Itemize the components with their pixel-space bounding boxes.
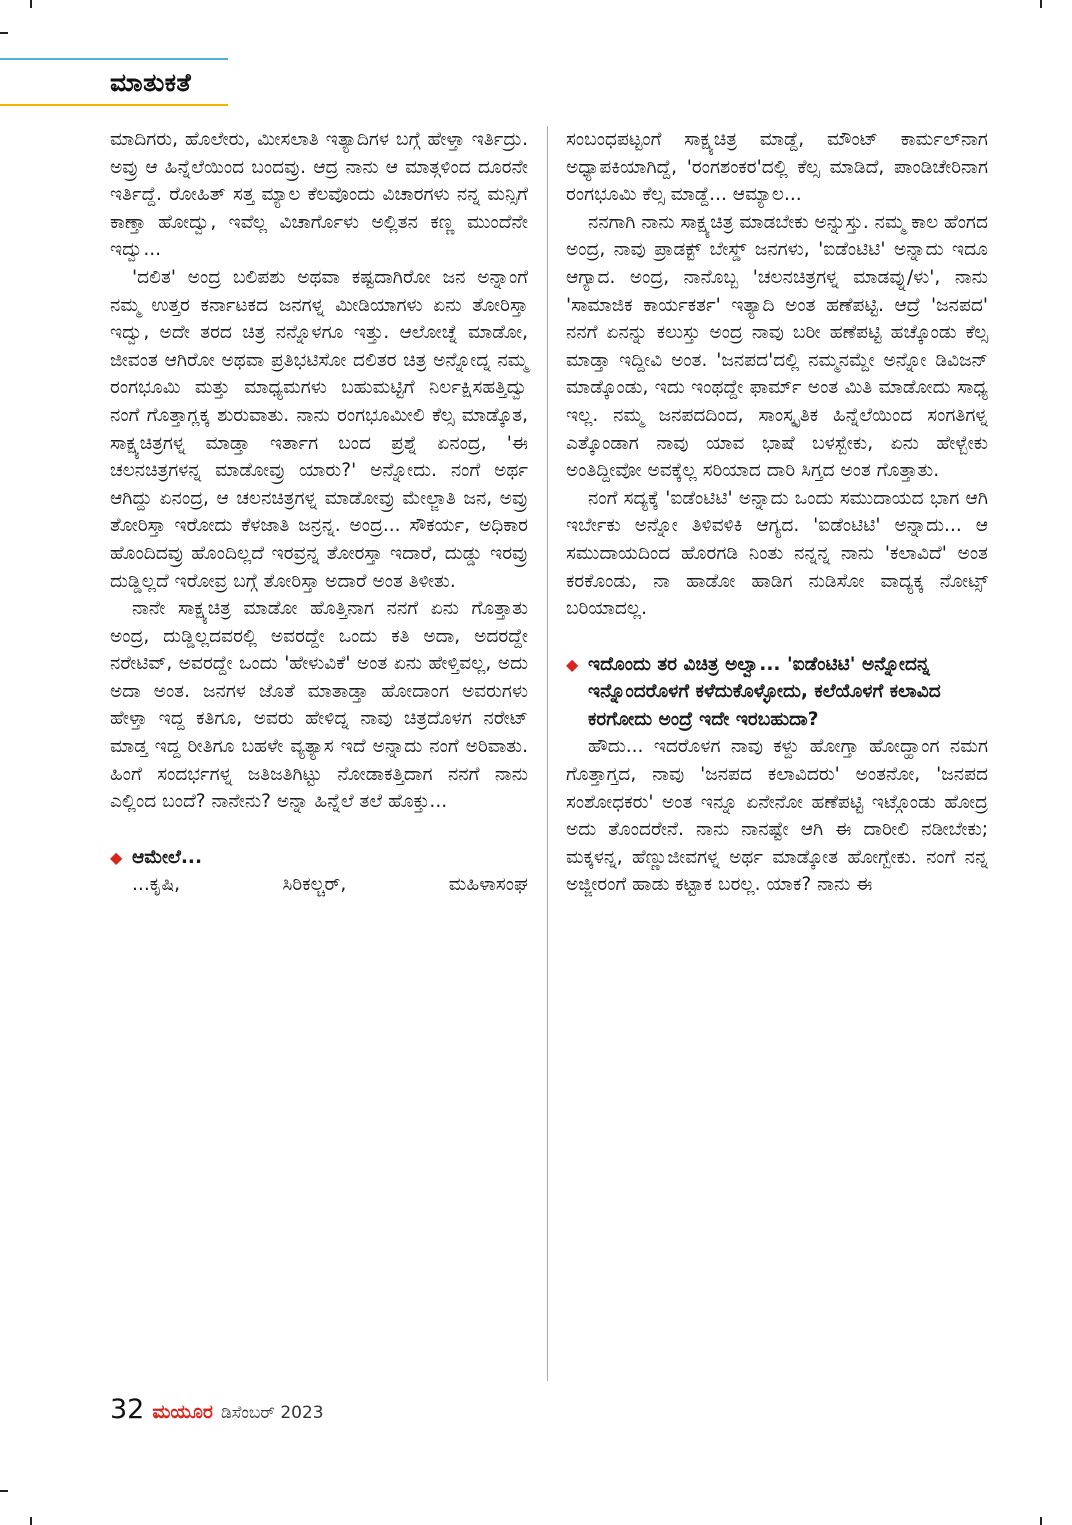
paragraph: 'ದಲಿತ' ಅಂದ್ರ ಬಲಿಪಶು ಅಥವಾ ಕಷ್ಟದಾಗಿರೋ ಜನ ಅನ್ನಾಂಗೆ ನಮ್ಮ ಉತ್ತರ ಕರ್ನಾಟಕದ ಜನಗಳ್ನ ಮೀಡಿಯಾಗಳು ಏನು ತೋರಿಸ್ತಾ ಇದ್ವು, ಅದೇ ತರದ ಚಿತ್ರ ನನ್ನೊಳಗೂ ಇತ್ತು. ಆಲೋಚ್ನೆ ಮಾಡೋ, ಜೀವಂತ ಆಗಿರೋ ಅಥವಾ ಪ್ರತಿಭಟಿಸೋ ದಲಿತರ ಚಿತ್ರ ಅನ್ನೋದ್ನ ನಮ್ಮ ರಂಗಭೂಮಿ ಮತ್ತು ಮಾಧ್ಯಮಗಳು ಬಹುಮಟ್ಟಿಗೆ ನಿರ್ಲಕ್ಷಿಸಹತ್ತಿದ್ವು ನಂಗೆ ಗೊತ್ತಾಗ್ಲಕ್ಕ ಶುರುವಾತು. ನಾನು ರಂಗಭೂಮೀಲಿ ಕೆಲ್ಸ ಮಾಡ್ಕೊತ, ಸಾಕ್ಷ್ಯಚಿತ್ರಗಳ್ನ ಮಾಡ್ತಾ ಇರ್ತಾಗ ಬಂದ ಪ್ರಶ್ನೆ ಏನಂದ್ರ, 'ಈ ಚಲನಚಿತ್ರಗಳನ್ನ ಮಾಡೋವ್ರು ಯಾರು?' ಅನ್ನೋದು. ನಂಗೆ ಅರ್ಥ ಆಗಿದ್ದು ಏನಂದ್ರ, ಆ ಚಲನಚಿತ್ರಗಳ್ನ ಮಾಡೋವ್ರು ಮೇಲ್ಜಾತಿ ಜನ, ಅವ್ರು ತೋರಿಸ್ತಾ ಇರೋದು ಕೆಳಜಾತಿ ಜನ್ರನ್ನ. ಅಂದ್ರ... ಸೌಕರ್ಯ, ಅಧಿಕಾರ ಹೊಂದಿದವ್ರು ಹೊಂದಿಲ್ಲದೆ ಇರವ್ರನ್ನ ತೋರಸ್ತಾ ಇದಾರೆ, ದುಡ್ಡು ಇರವ್ರು ದುಡ್ಡಿಲ್ಲದೆ ಇರೋವ್ರ ಬಗ್ಗೆ ತೋರಿಸ್ತಾ ಅದಾರೆ ಅಂತ ತಿಳೀತು. [110, 266, 528, 592]
diamond-bullet-icon: ◆ [566, 654, 579, 674]
crop-mark-left-upper [0, 32, 8, 34]
question-text: ಆಮೇಲೆ... [132, 846, 203, 868]
crop-mark-top-right [1040, 0, 1042, 8]
interview-question [110, 844, 528, 872]
spacer [566, 623, 988, 651]
header-rule-top [0, 58, 228, 60]
header-rule-bottom [0, 104, 228, 106]
paragraph: ನಾನೇ ಸಾಕ್ಷ್ಯಚಿತ್ರ ಮಾಡೋ ಹೊತ್ತಿನಾಗ ನನಗೆ ಏನು ಗೊತ್ತಾತು ಅಂದ್ರ, ದುಡ್ಡಿಲ್ಲದವರಲ್ಲಿ ಅವರದ್ದೇ ಒಂದು ಕತಿ ಅದಾ, ಅದರದ್ದೇ ನರೇಟಿವ್, ಅವರದ್ದೇ ಒಂದು 'ಹೇಳುವಿಕೆ' ಅಂತ ಏನು ಹೇಳ್ತಿವಲ್ಲ, ಅದು ಅದಾ ಅಂತ. ಜನಗಳ ಜೊತೆ ಮಾತಾಡ್ತಾ ಹೋದಾಂಗ ಅವರುಗಳು ಹೇಳ್ತಾ ಇದ್ದ ಕತಿಗೂ, ಅವರು ಹೇಳಿದ್ನ ನಾವು ಚಿತ್ರದೊಳಗ ನರೇಟ್ ಮಾಡ್ತ ಇದ್ದ ರೀತಿಗೂ ಬಹಳೇ ವ್ಯತ್ಯಾಸ ಇದೆ ಅನ್ನಾದು ನಂಗೆ ಅರಿವಾತು. ಹಿಂಗೆ ಸಂದರ್ಭಗಳ್ನ ಜತಿಜತಿಗಿಟ್ಟು ನೋಡಾಕತ್ತಿದಾಗ ನನಗೆ ನಾನು ಎಲ್ಲಿಂದ ಬಂದೆ? ನಾನೇನು? ಅನ್ನಾ ಹಿನ್ನೆಲೆ ತಲೆ ಹೊಕ್ತು... [110, 598, 528, 813]
left-column [110, 126, 528, 899]
page-number: 32 [110, 1394, 145, 1425]
magazine-logo: ಮಯೂರ [152, 1401, 213, 1423]
interview-question [566, 651, 988, 734]
paragraph: ಮಾದಿಗರು, ಹೊಲೇರು, ಮೀಸಲಾತಿ ಇತ್ಯಾದಿಗಳ ಬಗ್ಗೆ ಹೇಳ್ತಾ ಇರ್ತಿದ್ರು. ಅವ್ರು ಆ ಹಿನ್ನೆಲೆಯಿಂದ ಬಂದವ್ರು. ಆದ್ರ ನಾನು ಆ ಮಾತ್ಗಳಿಂದ ದೂರನೇ ಇರ್ತಿದ್ದೆ. ರೋಹಿತ್ ಸತ್ತ ಮ್ಯಾಲ ಕೆಲವೊಂದು ವಿಚಾರಗಳು ನನ್ನ ಮನ್ಸಿಗೆ ಕಾಣ್ತಾ ಹೋದ್ವು, ಇವೆಲ್ಲ ವಿಚಾರ್ಗೊಳು ಅಲ್ಲಿತನ ಕಣ್ಣ ಮುಂದೆನೇ ಇದ್ವು... [110, 129, 528, 261]
diamond-bullet-icon: ◆ [110, 847, 123, 867]
right-column [566, 126, 988, 899]
column-divider [547, 126, 548, 1381]
paragraph [110, 871, 528, 899]
paragraph: ಹೌದು... ಇದರೊಳಗ ನಾವು ಕಳ್ದು ಹೋಗ್ತಾ ಹೋದ್ಹಾಂಗ ನಮಗ ಗೊತ್ತಾಗ್ತದ, ನಾವು 'ಜನಪದ ಕಲಾವಿದರು' ಅಂತನೋ, 'ಜನಪದ ಸಂಶೋಧಕರು' ಅಂತ ಇನ್ನೂ ಏನೇನೋ ಹಣೆಪಟ್ಟಿ ಇಟ್ಗೊಂಡು ಹೋದ್ರ ಅದು ತೊಂದರೇನೆ. ನಾನು ನಾನಷ್ಟೇ ಆಗಿ ಈ ದಾರೀಲಿ ನಡೀಬೇಕು; ಮಕ್ಕಳನ್ನ, ಹೆಣ್ಣುಜೀವಗಳ್ನ ಅರ್ಥ ಮಾಡ್ಕೋತ ಹೋಗ್ಬೇಕು. ನಂಗೆ ನನ್ನ ಅಜ್ಜೀರಂಗೆ ಹಾಡು ಕಟ್ಟಾಕ ಬರಲ್ಲ. ಯಾಕ? ನಾನು ಈ [566, 736, 988, 896]
crop-mark-top-left [30, 0, 32, 8]
crop-mark-left-lower [0, 1490, 8, 1492]
section-title: ಮಾತುಕತೆ [110, 68, 192, 97]
spacer [110, 816, 528, 844]
paragraph: ನನಗಾಗಿ ನಾನು ಸಾಕ್ಷ್ಯಚಿತ್ರ ಮಾಡಬೇಕು ಅನ್ನುಸ್ತು. ನಮ್ಮ ಕಾಲ ಹೆಂಗದ ಅಂದ್ರ, ನಾವು ಪ್ರಾಡಕ್ಟ್ ಬೇಸ್ಡ್ ಜನಗಳು, 'ಐಡೆಂಟಿಟಿ' ಅನ್ನಾದು ಇದೂ ಆಗ್ಯಾದ. ಅಂದ್ರ, ನಾನೊಬ್ಬ 'ಚಲನಚಿತ್ರಗಳ್ನ ಮಾಡವ್ನು/ಳು', ನಾನು 'ಸಾಮಾಜಿಕ ಕಾರ್ಯಕರ್ತ' ಇತ್ಯಾದಿ ಅಂತ ಹಣೆಪಟ್ಟಿ. ಆದ್ರೆ 'ಜನಪದ' ನನಗೆ ಏನನ್ನು ಕಲುಸ್ತು ಅಂದ್ರ ನಾವು ಬರೀ ಹಣೆಪಟ್ಟಿ ಹಚ್ಕೊಂಡು ಕೆಲ್ಸ ಮಾಡ್ತಾ ಇದ್ದೀವಿ ಅಂತ. 'ಜನಪದ'ದಲ್ಲಿ ನಮ್ಮನಮ್ದೇ ಅನ್ನೋ ಡಿವಿಜನ್ ಮಾಡ್ಕೊಂಡು, ಇದು ಇಂಥದ್ದೇ ಫಾರ್ಮ್ ಅಂತ ಮಿತಿ ಮಾಡೋದು ಸಾಧ್ಯ ಇಲ್ಲ. ನಮ್ಮ ಜನಪದದಿಂದ, ಸಾಂಸ್ಕೃತಿಕ ಹಿನ್ನೆಲೆಯಿಂದ ಸಂಗತಿಗಳ್ನ ಎತ್ಕೊಂಡಾಗ ನಾವು ಯಾವ ಭಾಷೆ ಬಳಸ್ಬೇಕು, ಏನು ಹೇಳ್ಬೇಕು ಅಂತಿದ್ದೀವೋ ಅವಕ್ಕೆಲ್ಲ ಸರಿಯಾದ ದಾರಿ ಸಿಗ್ತದ ಅಂತ ಗೊತ್ತಾತು. [566, 211, 988, 482]
crop-mark-bottom-left [30, 1517, 32, 1525]
crop-mark-bottom-right [1040, 1517, 1042, 1525]
paragraph-text: ...ಕೃಷಿ, ಸಿರಿಕಲ್ಚರ್, ಮಹಿಳಾಸಂಘ [132, 874, 528, 896]
issue-date: ಡಿಸೆಂಬರ್ 2023 [220, 1403, 324, 1423]
page-footer [110, 1394, 324, 1425]
paragraph: ಸಂಬಂಧಪಟ್ಟಂಗೆ ಸಾಕ್ಷ್ಯಚಿತ್ರ ಮಾಡ್ದೆ, ಮೌಂಟ್ ಕಾರ್ಮಲ್‌ನಾಗ ಅಧ್ಯಾಪಕಿಯಾಗಿದ್ದೆ, 'ರಂಗಶಂಕರ'ದಲ್ಲಿ ಕೆಲ್ಸ ಮಾಡಿದೆ, ಪಾಂಡಿಚೇರಿನಾಗ ರಂಗಭೂಮಿ ಕೆಲ್ಸ ಮಾಡ್ದೆ... ಆಮ್ಯಾಲ... [566, 129, 988, 206]
paragraph: ನಂಗೆ ಸದ್ಯಕ್ಕೆ 'ಐಡೆಂಟಿಟಿ' ಅನ್ನಾದು ಒಂದು ಸಮುದಾಯದ ಭಾಗ ಆಗಿ ಇರ್ಬೇಕು ಅನ್ನೋ ತಿಳಿವಳಿಕಿ ಆಗ್ಯದ. 'ಐಡೆಂಟಿಟಿ' ಅನ್ನಾದು... ಆ ಸಮುದಾಯದಿಂದ ಹೊರಗಡಿ ನಿಂತು ನನ್ನನ್ನ ನಾನು 'ಕಲಾವಿದೆ' ಅಂತ ಕರಕೊಂಡು, ನಾ ಹಾಡೋ ಹಾಡಿಗ ನುಡಿಸೋ ವಾದ್ಯಕ್ಕ ನೋಟ್ಸ್ ಬರಿಯಾದಲ್ಲ. [566, 487, 988, 620]
question-text: ಇದೊಂದು ತರ ವಿಚಿತ್ರ ಅಲ್ವಾ... 'ಐಡೆಂಟಿಟಿ' ಅನ್ನೋದನ್ನ ಇನ್ನೊಂದರೊಳಗೆ ಕಳೆದುಕೊಳ್ಳೋದು, ಕಲೆಯೊಳಗೆ ಕಲಾವಿದ ಕರಗೋದು ಅಂದ್ರೆ ಇದೇ ಇರಬಹುದಾ? [588, 653, 941, 730]
